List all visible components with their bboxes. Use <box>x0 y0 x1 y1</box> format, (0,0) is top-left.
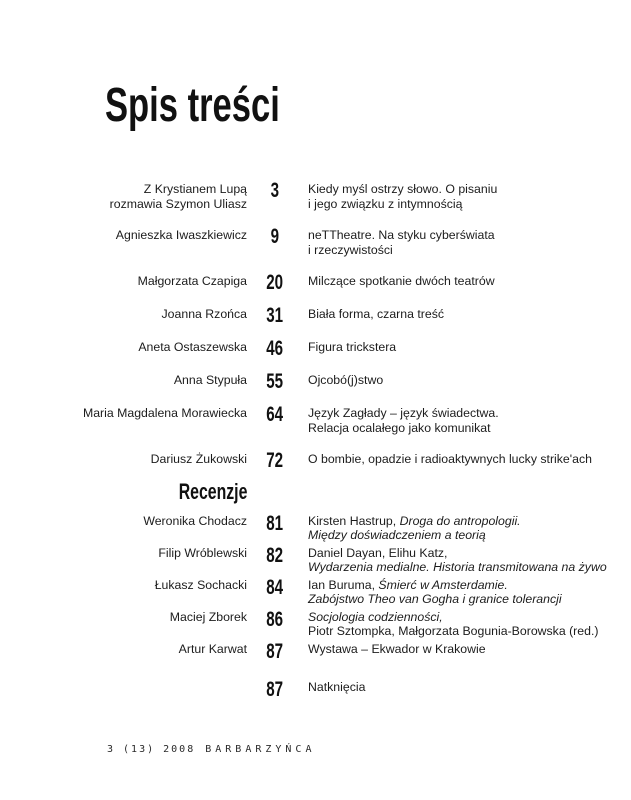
author-line: Łukasz Sochacki <box>154 578 247 592</box>
entry-author <box>105 373 247 388</box>
entry-author <box>105 547 247 561</box>
entry-author <box>105 307 247 322</box>
entry-page-number: 87 <box>266 640 284 663</box>
title-line <box>308 547 607 561</box>
entry-title <box>303 452 592 467</box>
title-line <box>308 197 587 212</box>
entry-page-cell <box>247 304 303 327</box>
toc-row <box>105 271 587 294</box>
entry-author <box>105 452 247 467</box>
title-segment: Kirsten Hastrup, <box>308 514 400 528</box>
entry-author <box>105 579 247 593</box>
toc-row <box>105 179 587 212</box>
entry-title <box>303 182 587 212</box>
entry-author <box>105 340 247 355</box>
entry-page-number: 86 <box>266 608 284 631</box>
title-line <box>308 307 587 322</box>
entry-author <box>105 228 247 243</box>
toc-row <box>105 304 587 327</box>
title-segment: Relacja ocalałego jako komunikat <box>308 421 491 435</box>
title-segment: Natknięcia <box>308 680 366 694</box>
entry-page-number: 20 <box>266 271 284 294</box>
toc-row <box>105 512 587 542</box>
entry-page-number: 9 <box>270 225 280 248</box>
title-segment-italic: Między doświadczeniem a teorią <box>308 527 486 542</box>
title-segment: Język Zagłady – język świadectwa. <box>308 406 499 420</box>
title-line <box>308 643 587 657</box>
entry-page-cell <box>247 370 303 393</box>
toc-row <box>82 403 587 436</box>
entry-page-number: 72 <box>266 449 284 472</box>
entry-author <box>82 406 247 421</box>
title-line <box>308 515 587 529</box>
toc-row <box>105 608 599 638</box>
entry-page-cell <box>247 403 303 426</box>
author-line: Artur Karwat <box>178 642 247 656</box>
toc-row <box>105 640 587 663</box>
entry-author <box>105 611 247 625</box>
author-line: Aneta Ostaszewska <box>138 340 247 354</box>
toc-row <box>105 678 587 701</box>
entry-title <box>303 373 587 388</box>
toc-row <box>105 544 607 574</box>
author-line: Dariusz Żukowski <box>150 452 247 466</box>
title-line <box>308 228 587 243</box>
entry-title <box>303 406 587 436</box>
entry-page-cell <box>247 544 303 567</box>
title-segment: Biała forma, czarna treść <box>308 307 444 321</box>
page-title <box>105 79 587 132</box>
title-segment: i rzeczywistości <box>308 243 393 257</box>
entry-author <box>105 182 247 212</box>
author-line: Maria Magdalena Morawiecka <box>82 406 247 420</box>
title-line <box>308 340 587 355</box>
section-header <box>105 479 247 505</box>
toc-list <box>82 179 607 701</box>
content-area <box>82 79 607 701</box>
entry-title <box>303 340 587 355</box>
toc-row <box>105 225 587 258</box>
entry-page-number: 31 <box>266 304 284 327</box>
entry-page-cell <box>247 640 303 663</box>
toc-row <box>105 449 592 472</box>
title-segment: Kiedy myśl ostrzy słowo. O pisaniu <box>308 182 498 196</box>
entry-page-cell <box>247 179 303 202</box>
toc-section-misc <box>105 678 587 701</box>
entry-title <box>303 547 607 574</box>
title-segment: O bombie, opadzie i radioaktywnych lucky strike'ach <box>308 452 592 466</box>
title-line <box>308 373 587 388</box>
entry-page-cell <box>247 512 303 535</box>
entry-title <box>303 579 587 606</box>
toc-row <box>105 576 587 606</box>
title-line <box>308 243 587 258</box>
title-segment-italic: Droga do antropologii. <box>399 514 521 528</box>
author-line: Anna Stypuła <box>173 373 247 387</box>
entry-title <box>303 515 587 542</box>
issue-number: 3 (13) 2008 <box>107 744 196 755</box>
title-segment: neTTheatre. Na styku cyberświata <box>308 228 495 242</box>
title-line <box>308 406 587 421</box>
entry-page-cell <box>247 678 303 701</box>
entry-author <box>105 515 247 529</box>
author-line: Filip Wróblewski <box>158 546 247 560</box>
author-line: Maciej Zborek <box>169 610 247 624</box>
title-line <box>308 529 587 543</box>
magazine-name: BARBARZYŃCA <box>205 744 316 755</box>
entry-title <box>303 611 598 638</box>
page-footer <box>107 744 315 755</box>
author-line: Małgorzata Czapiga <box>137 274 247 288</box>
author-line: rozmawia Szymon Uliasz <box>109 197 247 211</box>
title-segment-italic: Socjologia codzienności, <box>308 610 443 624</box>
entry-page-cell <box>247 449 303 472</box>
entry-title <box>303 681 587 695</box>
title-segment: Ojcobó(j)stwo <box>308 373 384 387</box>
author-line: Z Krystianem Lupą <box>143 182 247 196</box>
title-line <box>308 611 598 625</box>
title-line <box>308 681 587 695</box>
entry-page-cell <box>247 225 303 248</box>
entry-page-cell <box>247 337 303 360</box>
title-line <box>308 274 587 289</box>
title-line <box>308 593 587 607</box>
entry-page-cell <box>247 608 303 631</box>
title-segment: Ian Buruma, <box>308 578 379 592</box>
entry-page-number: 3 <box>270 179 280 202</box>
toc-section-articles <box>82 179 592 472</box>
page-title-text: Spis treści <box>105 79 280 132</box>
entry-author <box>105 274 247 289</box>
section-header-text: Recenzje <box>178 479 247 504</box>
title-line <box>308 182 587 197</box>
title-segment-italic: Śmierć w Amsterdamie. <box>378 578 508 592</box>
title-segment: Milczące spotkanie dwóch teatrów <box>308 274 495 288</box>
entry-title <box>303 274 587 289</box>
title-line <box>308 421 587 436</box>
title-segment: i jego związku z intymnością <box>308 197 463 211</box>
entry-author <box>105 643 247 657</box>
entry-page-number: 55 <box>266 370 284 393</box>
entry-title <box>303 643 587 657</box>
title-line <box>308 561 607 575</box>
title-segment-italic: Zabójstwo Theo van Gogha i granice tolerancji <box>308 591 562 606</box>
toc-row <box>105 337 587 360</box>
entry-page-number: 81 <box>266 512 284 535</box>
toc-row <box>105 370 587 393</box>
title-line <box>308 452 592 467</box>
entry-page-cell <box>247 271 303 294</box>
entry-page-number: 82 <box>266 544 284 567</box>
title-segment: Figura trickstera <box>308 340 397 354</box>
toc-section-reviews <box>105 479 607 663</box>
entry-page-number: 46 <box>266 337 284 360</box>
title-segment: Piotr Sztompka, Małgorzata Bogunia-Borowska (red.) <box>308 623 599 638</box>
author-line: Agnieszka Iwaszkiewicz <box>115 228 247 242</box>
author-line: Joanna Rzońca <box>161 307 247 321</box>
entry-page-cell <box>247 576 303 599</box>
entry-page-number: 64 <box>266 403 284 426</box>
title-segment: Wystawa – Ekwador w Krakowie <box>308 642 486 656</box>
title-line <box>308 625 598 639</box>
title-line <box>308 579 587 593</box>
author-line: Weronika Chodacz <box>143 514 247 528</box>
entry-title <box>303 307 587 322</box>
entry-title <box>303 228 587 258</box>
entry-page-number: 87 <box>266 678 284 701</box>
title-segment-italic: Wydarzenia medialne. Historia transmitowana na żywo <box>308 559 607 574</box>
title-segment: Daniel Dayan, Elihu Katz, <box>308 546 448 560</box>
entry-page-number: 84 <box>266 576 284 599</box>
